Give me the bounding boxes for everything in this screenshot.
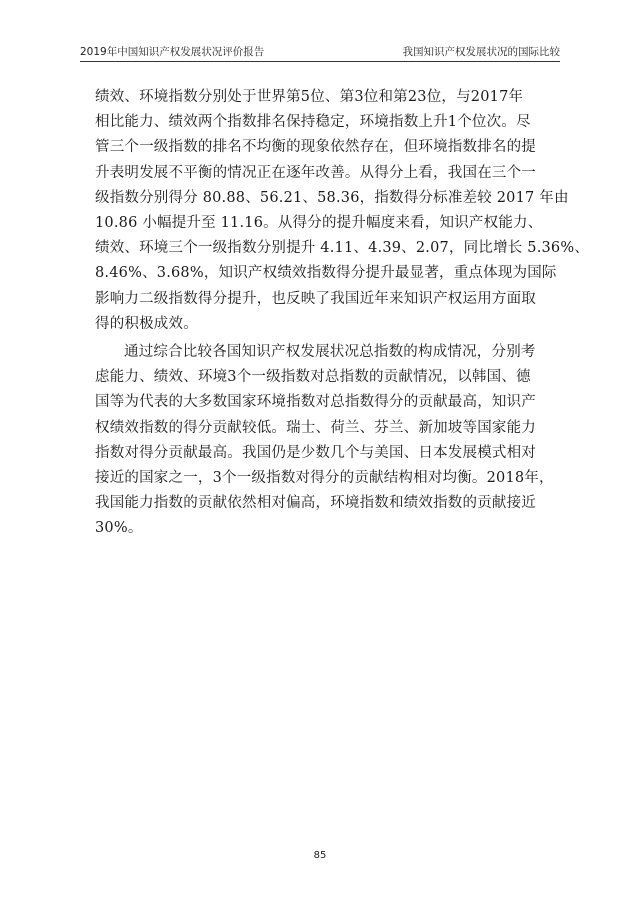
paragraph-line: 绩效、环境三个一级指数分别提升 4.11、4.39、2.07，同比增长 5.36%、	[95, 240, 590, 257]
body-text	[95, 85, 590, 545]
paragraph-1	[95, 85, 590, 337]
paragraph-line: 管三个一级指数的排名不均衡的现象依然存在，但环境指数排名的提	[95, 139, 536, 156]
header-report-title: 2019年中国知识产权发展状况评价报告	[80, 46, 265, 58]
paragraph-line: 升表明发展不平衡的情况正在逐年改善。从得分上看，我国在三个一	[95, 164, 536, 181]
paragraph-line: 8.46%、3.68%，知识产权绩效指数得分提升最显著，重点体现为国际	[95, 265, 557, 282]
paragraph-line: 相比能力、绩效两个指数排名保持稳定，环境指数上升1个位次。尽	[95, 114, 531, 131]
header-divider	[80, 61, 560, 62]
paragraph-line: 得的积极成效。	[95, 315, 198, 332]
paragraph-2	[95, 340, 554, 542]
paragraph-line: 接近的国家之一，3个一级指数对得分的贡献结构相对均衡。2018年，	[95, 470, 554, 487]
paragraph-line: 国等为代表的大多数国家环境指数对总指数得分的贡献最高，知识产	[95, 394, 536, 411]
paragraph-line: 虑能力、绩效、环境3个一级指数对总指数的贡献情况，以韩国、德	[95, 369, 531, 386]
running-header	[80, 44, 560, 62]
paragraph-line: 级指数分别得分 80.88、56.21、58.36，指数得分标准差较 2017 年由	[95, 189, 569, 206]
paragraph-line: 我国能力指数的贡献依然相对偏高，环境指数和绩效指数的贡献接近	[95, 495, 536, 512]
paragraph-line: 通过综合比较各国知识产权发展状况总指数的构成情况，分别考	[124, 344, 536, 361]
paragraph-line: 权绩效指数的得分贡献较低。瑞士、荷兰、芬兰、新加坡等国家能力	[95, 419, 536, 436]
paragraph-line: 绩效、环境指数分别处于世界第5位、第3位和第23位，与2017年	[95, 89, 524, 105]
paragraph-line: 影响力二级指数得分提升，也反映了我国近年来知识产权运用方面取	[95, 290, 536, 307]
page-number: 85	[313, 850, 327, 861]
paragraph-line: 指数对得分贡献最高。我国仍是少数几个与美国、日本发展模式相对	[95, 444, 536, 461]
header-chapter-title: 我国知识产权发展状况的国际比较	[402, 46, 560, 58]
paragraph-line: 30%。	[95, 520, 143, 537]
paragraph-line: 10.86 小幅提升至 11.16。从得分的提升幅度来看，知识产权能力、	[95, 215, 543, 232]
